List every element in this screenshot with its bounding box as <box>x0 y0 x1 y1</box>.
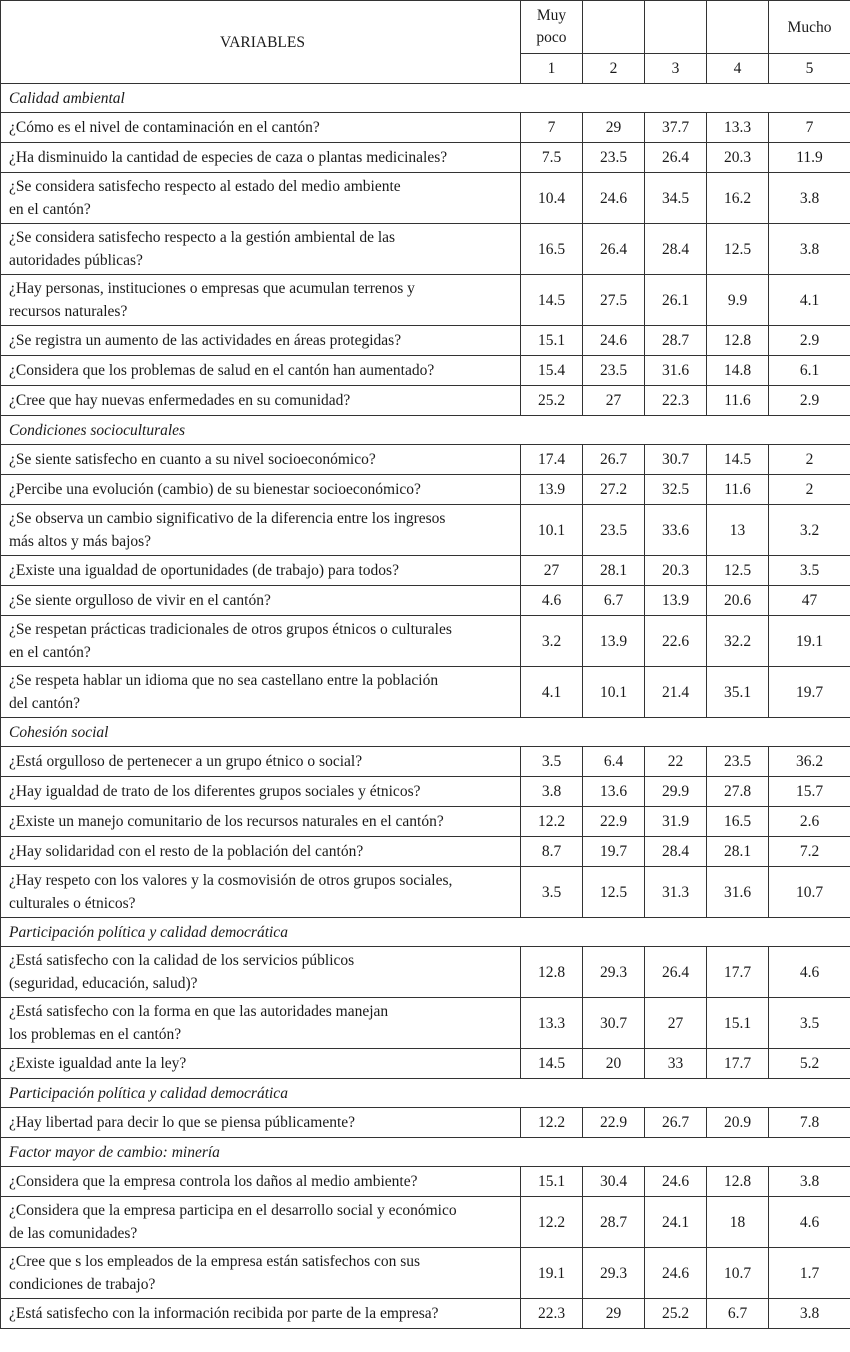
value-cell-2: 6.4 <box>583 747 645 777</box>
value-cell-2: 19.7 <box>583 837 645 867</box>
value-cell-5: 2.9 <box>769 386 850 416</box>
question-text-line: ¿Se respetan prácticas tradicionales de otros grupos étnicos o culturales <box>9 621 452 638</box>
value-cell-5: 3.8 <box>769 224 850 275</box>
value-cell-5: 47 <box>769 586 850 616</box>
value-cell-2: 26.4 <box>583 224 645 275</box>
value-cell-1: 15.4 <box>521 356 583 386</box>
value-cell-4: 18 <box>707 1197 769 1248</box>
value-cell-3: 25.2 <box>645 1299 707 1329</box>
value-cell-3: 21.4 <box>645 667 707 718</box>
value-cell-1: 4.6 <box>521 586 583 616</box>
value-cell-4: 11.6 <box>707 386 769 416</box>
value-cell-3: 26.7 <box>645 1108 707 1138</box>
value-cell-4: 9.9 <box>707 275 769 326</box>
value-cell-5: 3.8 <box>769 1299 850 1329</box>
question-text-line: ¿Cree que s los empleados de la empresa están satisfechos con sus <box>9 1253 421 1270</box>
value-cell-5: 19.1 <box>769 616 850 667</box>
value-cell-4: 35.1 <box>707 667 769 718</box>
value-cell-2: 28.7 <box>583 1197 645 1248</box>
value-cell-4: 17.7 <box>707 1049 769 1079</box>
value-cell-2: 23.5 <box>583 505 645 556</box>
question-text-line: ¿Existe una igualdad de oportunidades (de trabajo) para todos? <box>9 562 399 579</box>
value-cell-4: 20.9 <box>707 1108 769 1138</box>
table-row <box>1 947 850 998</box>
question-text-line: los problemas en el cantón? <box>9 1026 182 1043</box>
header-top-4 <box>707 1 769 54</box>
table-row <box>1 1108 850 1138</box>
question-text-line: en el cantón? <box>9 201 91 218</box>
question-text-line: ¿Está orgulloso de pertenecer a un grupo étnico o social? <box>9 753 363 770</box>
value-cell-3: 26.4 <box>645 947 707 998</box>
table-row <box>1 586 850 616</box>
table-row <box>1 505 850 556</box>
value-cell-1: 12.8 <box>521 947 583 998</box>
value-cell-5: 2 <box>769 475 850 505</box>
value-cell-5: 7 <box>769 113 850 143</box>
table-row <box>1 1299 850 1329</box>
value-cell-4: 10.7 <box>707 1248 769 1299</box>
value-cell-3: 27 <box>645 998 707 1049</box>
question-text-line: del cantón? <box>9 695 81 712</box>
section-row <box>1 416 850 445</box>
question-cell <box>1 1197 521 1248</box>
value-cell-2: 24.6 <box>583 326 645 356</box>
question-text-line: ¿Considera que la empresa controla los daños al medio ambiente? <box>9 1173 418 1190</box>
question-text-line: ¿Existe igualdad ante la ley? <box>9 1055 187 1072</box>
question-cell <box>1 867 521 918</box>
value-cell-2: 30.4 <box>583 1167 645 1197</box>
value-cell-2: 13.9 <box>583 616 645 667</box>
question-text-line: en el cantón? <box>9 644 91 661</box>
value-cell-4: 28.1 <box>707 837 769 867</box>
table-row <box>1 777 850 807</box>
table-row <box>1 173 850 224</box>
question-text-line: de las comunidades? <box>9 1225 138 1242</box>
question-text-line: ¿Está satisfecho con la información recibida por parte de la empresa? <box>9 1305 439 1322</box>
value-cell-1: 27 <box>521 556 583 586</box>
value-cell-3: 30.7 <box>645 445 707 475</box>
value-cell-1: 10.4 <box>521 173 583 224</box>
table-row <box>1 998 850 1049</box>
table-row <box>1 1248 850 1299</box>
value-cell-5: 19.7 <box>769 667 850 718</box>
question-cell <box>1 556 521 586</box>
table-row <box>1 616 850 667</box>
question-text-line: más altos y más bajos? <box>9 533 152 550</box>
question-text-line: ¿Hay libertad para decir lo que se piensa públicamente? <box>9 1114 356 1131</box>
question-text-line: ¿Hay respeto con los valores y la cosmovisión de otros grupos sociales, <box>9 872 453 889</box>
value-cell-1: 25.2 <box>521 386 583 416</box>
value-cell-2: 26.7 <box>583 445 645 475</box>
header-top-2 <box>583 1 645 54</box>
question-text-line: ¿Se observa un cambio significativo de la diferencia entre los ingresos <box>9 510 446 527</box>
question-text-line: ¿Ha disminuido la cantidad de especies de caza o plantas medicinales? <box>9 149 448 166</box>
value-cell-5: 2.9 <box>769 326 850 356</box>
table-row <box>1 224 850 275</box>
value-cell-2: 29.3 <box>583 947 645 998</box>
table-row <box>1 113 850 143</box>
value-cell-1: 10.1 <box>521 505 583 556</box>
value-cell-4: 11.6 <box>707 475 769 505</box>
header-top-3 <box>645 1 707 54</box>
question-text-line: culturales o étnicos? <box>9 895 136 912</box>
question-text-line: ¿Considera que los problemas de salud en el cantón han aumentado? <box>9 362 435 379</box>
header-top-1: Muy poco <box>521 1 583 54</box>
value-cell-4: 12.5 <box>707 556 769 586</box>
value-cell-1: 3.5 <box>521 747 583 777</box>
question-cell <box>1 807 521 837</box>
value-cell-3: 31.3 <box>645 867 707 918</box>
question-cell <box>1 326 521 356</box>
value-cell-5: 2 <box>769 445 850 475</box>
value-cell-5: 36.2 <box>769 747 850 777</box>
question-cell <box>1 113 521 143</box>
value-cell-1: 15.1 <box>521 1167 583 1197</box>
value-cell-1: 12.2 <box>521 807 583 837</box>
value-cell-2: 23.5 <box>583 143 645 173</box>
value-cell-1: 8.7 <box>521 837 583 867</box>
table-body <box>1 84 850 1329</box>
value-cell-2: 27 <box>583 386 645 416</box>
value-cell-3: 20.3 <box>645 556 707 586</box>
question-cell <box>1 947 521 998</box>
value-cell-1: 15.1 <box>521 326 583 356</box>
value-cell-3: 33.6 <box>645 505 707 556</box>
question-cell <box>1 1248 521 1299</box>
section-row <box>1 718 850 747</box>
section-title: Participación política y calidad democrática <box>1 918 850 947</box>
value-cell-4: 6.7 <box>707 1299 769 1329</box>
question-cell <box>1 777 521 807</box>
question-cell <box>1 224 521 275</box>
question-text-line: ¿Se respeta hablar un idioma que no sea castellano entre la población <box>9 672 439 689</box>
value-cell-3: 13.9 <box>645 586 707 616</box>
value-cell-3: 26.1 <box>645 275 707 326</box>
value-cell-5: 10.7 <box>769 867 850 918</box>
header-num-1: 1 <box>521 54 583 84</box>
question-cell <box>1 747 521 777</box>
table-row <box>1 386 850 416</box>
value-cell-4: 12.8 <box>707 326 769 356</box>
value-cell-1: 14.5 <box>521 1049 583 1079</box>
value-cell-2: 12.5 <box>583 867 645 918</box>
question-text-line: ¿Hay personas, instituciones o empresas que acumulan terrenos y <box>9 280 415 297</box>
value-cell-1: 13.3 <box>521 998 583 1049</box>
question-text-line: ¿Se registra un aumento de las actividades en áreas protegidas? <box>9 332 402 349</box>
value-cell-1: 16.5 <box>521 224 583 275</box>
section-title: Cohesión social <box>1 718 850 747</box>
value-cell-4: 14.5 <box>707 445 769 475</box>
value-cell-4: 17.7 <box>707 947 769 998</box>
value-cell-2: 22.9 <box>583 1108 645 1138</box>
value-cell-5: 3.8 <box>769 1167 850 1197</box>
question-cell <box>1 475 521 505</box>
table-row <box>1 143 850 173</box>
value-cell-1: 3.8 <box>521 777 583 807</box>
value-cell-1: 12.2 <box>521 1108 583 1138</box>
value-cell-4: 13.3 <box>707 113 769 143</box>
table-row <box>1 807 850 837</box>
value-cell-2: 30.7 <box>583 998 645 1049</box>
table-header <box>1 1 850 84</box>
value-cell-1: 14.5 <box>521 275 583 326</box>
value-cell-5: 4.1 <box>769 275 850 326</box>
question-text-line: ¿Cómo es el nivel de contaminación en el cantón? <box>9 119 320 136</box>
value-cell-2: 29 <box>583 113 645 143</box>
table-row <box>1 667 850 718</box>
section-row <box>1 1138 850 1167</box>
value-cell-1: 13.9 <box>521 475 583 505</box>
value-cell-2: 13.6 <box>583 777 645 807</box>
value-cell-2: 27.2 <box>583 475 645 505</box>
section-row <box>1 918 850 947</box>
value-cell-5: 3.8 <box>769 173 850 224</box>
table-row <box>1 747 850 777</box>
table-row <box>1 445 850 475</box>
value-cell-2: 29 <box>583 1299 645 1329</box>
value-cell-2: 22.9 <box>583 807 645 837</box>
value-cell-2: 6.7 <box>583 586 645 616</box>
question-text-line: ¿Está satisfecho con la calidad de los servicios públicos <box>9 952 355 969</box>
question-cell <box>1 275 521 326</box>
question-text-line: recursos naturales? <box>9 303 128 320</box>
value-cell-3: 22.3 <box>645 386 707 416</box>
value-cell-4: 15.1 <box>707 998 769 1049</box>
value-cell-5: 15.7 <box>769 777 850 807</box>
value-cell-4: 27.8 <box>707 777 769 807</box>
value-cell-3: 24.6 <box>645 1248 707 1299</box>
value-cell-3: 22 <box>645 747 707 777</box>
table-row <box>1 326 850 356</box>
value-cell-1: 3.5 <box>521 867 583 918</box>
value-cell-3: 29.9 <box>645 777 707 807</box>
header-num-4: 4 <box>707 54 769 84</box>
value-cell-4: 12.5 <box>707 224 769 275</box>
question-cell <box>1 1049 521 1079</box>
value-cell-4: 13 <box>707 505 769 556</box>
value-cell-3: 28.4 <box>645 224 707 275</box>
value-cell-1: 17.4 <box>521 445 583 475</box>
question-text-line: ¿Existe un manejo comunitario de los recursos naturales en el cantón? <box>9 813 444 830</box>
table-row <box>1 556 850 586</box>
value-cell-3: 32.5 <box>645 475 707 505</box>
value-cell-4: 31.6 <box>707 867 769 918</box>
section-title: Condiciones socioculturales <box>1 416 850 445</box>
question-cell <box>1 173 521 224</box>
section-title: Factor mayor de cambio: minería <box>1 1138 850 1167</box>
value-cell-1: 12.2 <box>521 1197 583 1248</box>
value-cell-2: 29.3 <box>583 1248 645 1299</box>
table-row <box>1 275 850 326</box>
value-cell-1: 22.3 <box>521 1299 583 1329</box>
value-cell-4: 14.8 <box>707 356 769 386</box>
section-row <box>1 1079 850 1108</box>
value-cell-5: 3.5 <box>769 998 850 1049</box>
question-cell <box>1 1167 521 1197</box>
question-cell <box>1 143 521 173</box>
value-cell-2: 23.5 <box>583 356 645 386</box>
value-cell-3: 24.1 <box>645 1197 707 1248</box>
value-cell-5: 6.1 <box>769 356 850 386</box>
value-cell-1: 3.2 <box>521 616 583 667</box>
question-cell <box>1 667 521 718</box>
header-num-5: 5 <box>769 54 850 84</box>
value-cell-3: 28.7 <box>645 326 707 356</box>
question-cell <box>1 386 521 416</box>
header-top-5: Mucho <box>769 1 850 54</box>
value-cell-5: 3.5 <box>769 556 850 586</box>
value-cell-5: 2.6 <box>769 807 850 837</box>
question-text-line: ¿Percibe una evolución (cambio) de su bienestar socioeconómico? <box>9 481 421 498</box>
value-cell-3: 26.4 <box>645 143 707 173</box>
value-cell-4: 20.6 <box>707 586 769 616</box>
value-cell-5: 7.8 <box>769 1108 850 1138</box>
value-cell-5: 11.9 <box>769 143 850 173</box>
value-cell-1: 7.5 <box>521 143 583 173</box>
question-text-line: ¿Cree que hay nuevas enfermedades en su comunidad? <box>9 392 351 409</box>
table-row <box>1 1167 850 1197</box>
question-cell <box>1 998 521 1049</box>
value-cell-3: 37.7 <box>645 113 707 143</box>
question-cell <box>1 837 521 867</box>
value-cell-1: 4.1 <box>521 667 583 718</box>
table-row <box>1 1197 850 1248</box>
value-cell-4: 32.2 <box>707 616 769 667</box>
question-cell <box>1 1108 521 1138</box>
question-text-line: condiciones de trabajo? <box>9 1276 156 1293</box>
value-cell-2: 27.5 <box>583 275 645 326</box>
value-cell-3: 22.6 <box>645 616 707 667</box>
section-row <box>1 84 850 113</box>
table-row <box>1 867 850 918</box>
value-cell-4: 23.5 <box>707 747 769 777</box>
header-num-2: 2 <box>583 54 645 84</box>
value-cell-5: 1.7 <box>769 1248 850 1299</box>
table-row <box>1 837 850 867</box>
value-cell-3: 28.4 <box>645 837 707 867</box>
question-cell <box>1 616 521 667</box>
value-cell-5: 5.2 <box>769 1049 850 1079</box>
value-cell-3: 33 <box>645 1049 707 1079</box>
value-cell-5: 4.6 <box>769 947 850 998</box>
header-num-3: 3 <box>645 54 707 84</box>
value-cell-1: 19.1 <box>521 1248 583 1299</box>
section-title: Participación política y calidad democrática <box>1 1079 850 1108</box>
question-text-line: ¿Se considera satisfecho respecto al estado del medio ambiente <box>9 178 401 195</box>
value-cell-2: 24.6 <box>583 173 645 224</box>
table-row <box>1 475 850 505</box>
question-text-line: ¿Está satisfecho con la forma en que las autoridades manejan <box>9 1003 389 1020</box>
value-cell-3: 31.6 <box>645 356 707 386</box>
value-cell-4: 16.5 <box>707 807 769 837</box>
value-cell-5: 7.2 <box>769 837 850 867</box>
question-text-line: autoridades públicas? <box>9 252 143 269</box>
question-cell <box>1 356 521 386</box>
section-title: Calidad ambiental <box>1 84 850 113</box>
table-row <box>1 356 850 386</box>
value-cell-3: 34.5 <box>645 173 707 224</box>
value-cell-5: 3.2 <box>769 505 850 556</box>
value-cell-3: 31.9 <box>645 807 707 837</box>
table-row <box>1 1049 850 1079</box>
value-cell-2: 28.1 <box>583 556 645 586</box>
value-cell-2: 20 <box>583 1049 645 1079</box>
question-text-line: ¿Se siente satisfecho en cuanto a su nivel socioeconómico? <box>9 451 376 468</box>
value-cell-4: 12.8 <box>707 1167 769 1197</box>
value-cell-3: 24.6 <box>645 1167 707 1197</box>
question-text-line: ¿Hay solidaridad con el resto de la población del cantón? <box>9 843 364 860</box>
value-cell-5: 4.6 <box>769 1197 850 1248</box>
question-text-line: (seguridad, educación, salud)? <box>9 975 198 992</box>
header-variables: VARIABLES <box>1 1 521 84</box>
question-cell <box>1 1299 521 1329</box>
question-text-line: ¿Hay igualdad de trato de los diferentes grupos sociales y étnicos? <box>9 783 421 800</box>
question-cell <box>1 445 521 475</box>
question-text-line: ¿Se siente orgulloso de vivir en el cantón? <box>9 592 271 609</box>
value-cell-2: 10.1 <box>583 667 645 718</box>
value-cell-1: 7 <box>521 113 583 143</box>
question-cell <box>1 505 521 556</box>
question-text-line: ¿Considera que la empresa participa en el desarrollo social y económico <box>9 1202 457 1219</box>
question-cell <box>1 586 521 616</box>
value-cell-4: 16.2 <box>707 173 769 224</box>
value-cell-4: 20.3 <box>707 143 769 173</box>
question-text-line: ¿Se considera satisfecho respecto a la gestión ambiental de las <box>9 229 396 246</box>
